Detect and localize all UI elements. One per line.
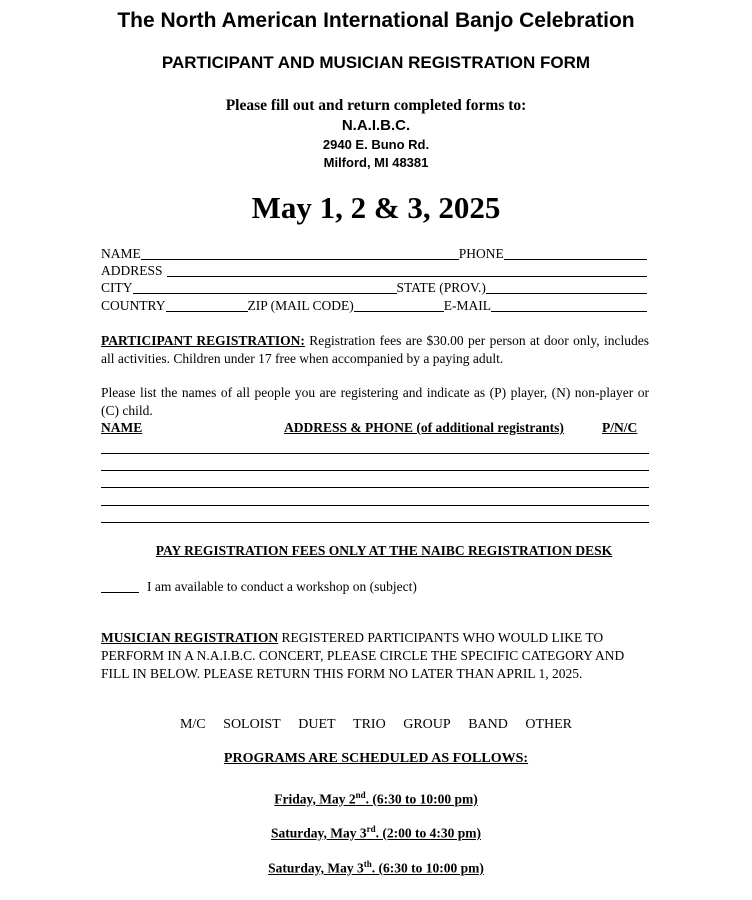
name-phone-row (101, 245, 647, 262)
category-soloist[interactable]: SOLOIST (223, 717, 281, 732)
col-name-header: NAME (101, 420, 143, 435)
participant-heading: PARTICIPANT REGISTRATION: (101, 333, 305, 348)
address-label: ADDRESS (101, 263, 163, 278)
name-field[interactable] (141, 246, 459, 260)
phone-field[interactable] (504, 246, 647, 260)
musician-text: REGISTERED PARTICIPANTS WHO WOULD LIKE TO PERFORM IN A N.A.I.B.C. CONCERT, PLEASE CIRCLE THE SPECIFIC CATEGORY AND FILL IN BELOW. PLEASE RETURN THIS FORM NO LATER THAN APRIL 1, 2025. (101, 630, 625, 681)
pay-notice: PAY REGISTRATION FEES ONLY AT THE NAIBC REGISTRATION DESK (155, 543, 613, 558)
city-state-row (101, 279, 647, 296)
email-label: E-MAIL (443, 298, 491, 313)
schedule-time: . (6:30 to 10:00 pm) (365, 791, 478, 807)
schedule-item (0, 790, 752, 808)
category-duet[interactable]: DUET (298, 717, 336, 732)
form-subtitle: PARTICIPANT AND MUSICIAN REGISTRATION FORM (161, 53, 591, 72)
workshop-check-field[interactable] (101, 579, 139, 593)
workshop-label: I am available to conduct a workshop on (subject) (147, 579, 417, 594)
state-field[interactable] (486, 280, 647, 294)
country-zip-email-row (101, 297, 647, 314)
registrant-line[interactable] (101, 522, 649, 523)
schedule-sup: nd (355, 790, 366, 800)
schedule-day: Saturday, May 3 (271, 825, 367, 841)
schedule-item (0, 824, 752, 842)
schedule-day: Saturday, May 3 (268, 860, 364, 876)
category-options (0, 717, 752, 733)
country-field[interactable] (166, 298, 248, 312)
org-street: 2940 E. Buno Rd. (322, 137, 430, 152)
name-label: NAME (101, 246, 141, 261)
org-city: Milford, MI 48381 (323, 155, 429, 170)
zip-label: ZIP (MAIL CODE) (247, 298, 354, 313)
registrant-line[interactable] (101, 487, 649, 488)
registrant-line[interactable] (101, 505, 649, 506)
col-address-header: ADDRESS & PHONE (of additional registrants) (284, 420, 564, 435)
org-name: N.A.I.B.C. (341, 117, 411, 134)
schedule-day: Friday, May 2 (274, 791, 356, 807)
zip-field[interactable] (354, 298, 444, 312)
category-mc[interactable]: M/C (179, 717, 206, 732)
schedule-sup: rd (366, 824, 376, 834)
category-group[interactable]: GROUP (403, 717, 451, 732)
address-row (101, 262, 647, 279)
registrant-line[interactable] (101, 453, 649, 454)
category-other[interactable]: OTHER (525, 717, 573, 732)
participant-paragraph (101, 332, 649, 368)
city-label: CITY (101, 280, 133, 295)
list-instructions: Please list the names of all people you are registering and indicate as (P) player, (N) non-player or (C) child. (101, 385, 649, 418)
category-band[interactable]: BAND (468, 717, 508, 732)
schedule-time: . (6:30 to 10:00 pm) (371, 860, 484, 876)
schedule-time: . (2:00 to 4:30 pm) (375, 825, 481, 841)
category-trio[interactable]: TRIO (353, 717, 386, 732)
return-instructions: Please fill out and return completed forms to: (225, 97, 527, 114)
phone-label: PHONE (458, 246, 504, 261)
registrant-line[interactable] (101, 470, 649, 471)
programs-heading: PROGRAMS ARE SCHEDULED AS FOLLOWS: (223, 751, 529, 766)
address-field[interactable] (167, 263, 647, 277)
country-label: COUNTRY (101, 298, 166, 313)
city-field[interactable] (133, 280, 397, 294)
state-label: STATE (PROV.) (396, 280, 486, 295)
page-title: The North American International Banjo Celebration (117, 9, 635, 32)
col-pnc-header: P/N/C (602, 420, 638, 435)
participant-text: Registration fees are $30.00 per person at door only, includes all activities. Children under 17 free when accompanied by a paying adult. (101, 333, 649, 366)
musician-heading: MUSICIAN REGISTRATION (101, 630, 279, 645)
workshop-row (101, 578, 649, 595)
schedule-item (0, 859, 752, 877)
musician-paragraph (101, 629, 649, 683)
event-dates: May 1, 2 & 3, 2025 (251, 190, 501, 225)
schedule-sup: th (363, 859, 372, 869)
email-field[interactable] (491, 298, 647, 312)
